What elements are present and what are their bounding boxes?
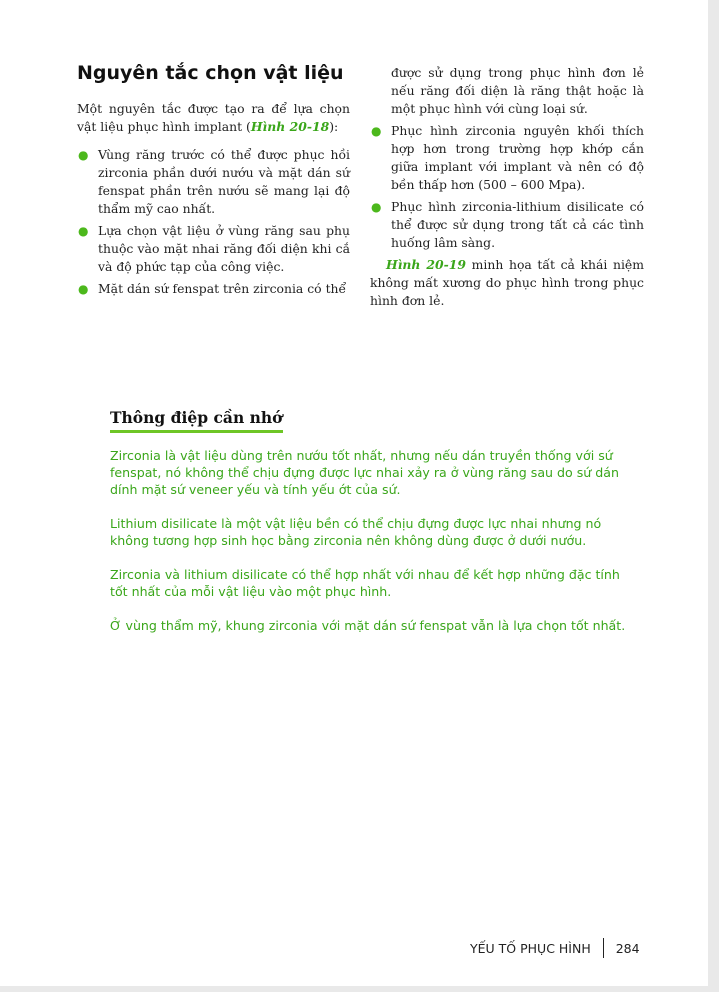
bullet-icon: ● [371,200,382,214]
bullet-list-right [370,122,644,252]
list-item-text: Lựa chọn vật liệu ở vùng răng sau phụ thuộc vào mặt nhai răng đối diện khi cắ và độ phức tạp của công việc. [98,223,350,274]
bullet-icon: ● [78,224,89,238]
list-item [77,222,350,276]
list-item [370,198,644,252]
list-item-text: Mặt dán sứ fenspat trên zirconia có thể [98,281,347,296]
bullet-icon: ● [371,124,382,138]
list-item [370,122,644,194]
intro-text-end: ): [329,119,339,134]
bullet-list-left [77,146,350,298]
footer-divider [603,938,604,958]
bullet-icon: ● [78,282,89,296]
list-item [77,280,350,298]
bullet-continuation: được sử dụng trong phục hình đơn lẻ nếu răng đối diện là răng thật hoặc là một phục hình với cùng loại sứ. [391,65,644,116]
key-message-paragraph: Ở vùng thẩm mỹ, khung zirconia với mặt dán sứ fenspat vẫn là lựa chọn tốt nhất. [110,618,626,633]
figure-reference: Hình 20-18 [250,119,330,134]
page-number: 284 [615,940,640,956]
key-message-paragraph: Lithium disilicate là một vật liệu bền có thể chịu đựng được lực nhai nhưng nó không tương hợp sinh học bằng zirconia nên không dùng được ở dưới nướu. [110,516,602,548]
page-footer [470,938,640,958]
viewer-scroll-edge[interactable] [708,0,719,992]
intro-paragraph [77,100,350,136]
bullet-icon: ● [78,148,89,162]
intro-text: Một nguyên tắc được tạo ra để lựa chọn vật liệu phục hình implant ( [77,101,350,134]
key-message-paragraph: Zirconia là vật liệu dùng trên nướu tốt nhất, nhưng nếu dán truyền thống với sứ fenspat, nó không thể chịu đựng được lực nhai xảy ra ở vùng răng sau do sứ dán dính mặt sứ veneer yếu và tính yếu ớt của sứ. [110,448,619,497]
right-column [370,64,644,310]
list-item-text: Phục hình zirconia-lithium disilicate có thể được sử dụng trong tất cả các tình huống lâm sàng. [391,199,644,250]
chapter-title: YẾU TỐ PHỤC HÌNH [470,940,591,956]
closing-paragraph [370,256,644,310]
key-message-box [110,408,640,651]
closing-text: minh họa tất cả khái niệm không mất xương do phục hình trong phục hình đơn lẻ. [370,257,645,308]
list-item-text: Phục hình zirconia nguyên khối thích hợp hơn trong trường hợp khớp cắn giữa implant với implant và nên có độ bền thấp hơn (500 – 600 Mpa). [391,123,644,192]
left-column [77,60,350,302]
section-title: Nguyên tắc chọn vật liệu [77,62,344,84]
list-item-text: Vùng răng trước có thể được phục hồi zirconia phần dưới nướu và mặt dán sứ fenspat phần trên nướu sẽ mang lại độ thẩm mỹ cao nhất. [98,147,350,216]
key-message-paragraph: Zirconia và lithium disilicate có thể hợp nhất với nhau để kết hợp những đặc tính tốt nhất của mỗi vật liệu vào một phục hình. [110,567,620,599]
key-message-title: Thông điệp cần nhớ [110,408,283,433]
figure-reference: Hình 20-19 [386,257,467,272]
list-item [77,146,350,218]
